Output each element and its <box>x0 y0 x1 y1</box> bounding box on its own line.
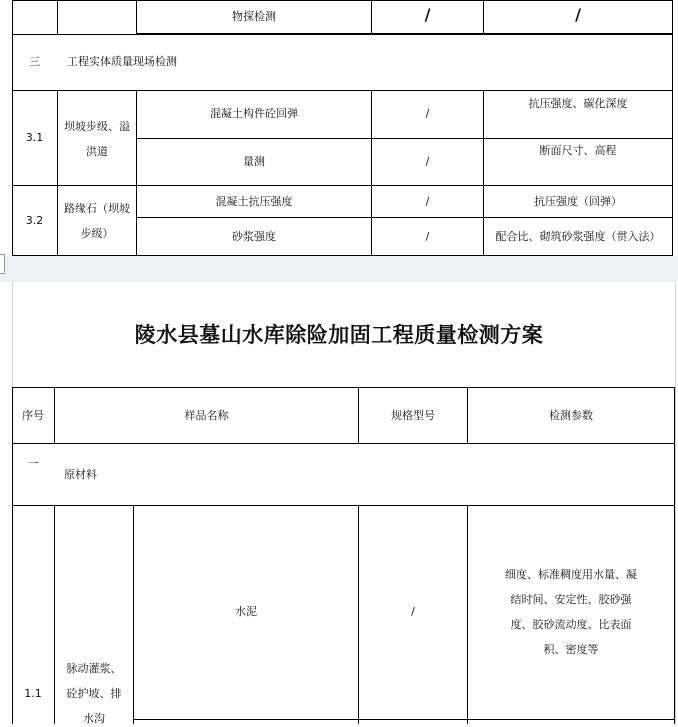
page-gap <box>0 256 678 282</box>
section-label: 工程实体质量现场检测 <box>67 55 177 68</box>
params-value: 积、密度等 <box>543 643 599 656</box>
params-value: / <box>575 5 581 24</box>
category-text: 洪道 <box>86 145 108 158</box>
item-name: 混凝土抗压强度 <box>215 195 293 208</box>
item-physical-test: 物探检测 <box>232 10 276 23</box>
row-number: 3.1 <box>25 131 44 144</box>
divider <box>467 505 468 724</box>
row-number: 1.1 <box>24 687 42 700</box>
divider <box>12 443 675 444</box>
params-value: 度、胶砂流动度、比表面 <box>510 618 632 631</box>
divider <box>12 387 13 724</box>
divider <box>12 185 673 186</box>
divider <box>12 34 673 35</box>
category-text: 脉动灌浆、 <box>66 662 122 675</box>
spec-value: / <box>424 5 431 24</box>
category-text: 步级） <box>80 227 114 240</box>
main-table-border-top <box>12 387 675 388</box>
category-text: 水沟 <box>83 712 105 725</box>
top-table-border-top <box>12 0 673 1</box>
divider <box>12 90 673 91</box>
spec-value: / <box>425 107 430 120</box>
spec-value: / <box>411 605 415 618</box>
spec-value: / <box>425 155 430 168</box>
header-spec: 规格型号 <box>391 409 435 422</box>
params-value: 细度、标准稠度用水量、凝 <box>505 568 637 581</box>
header-name: 样品名称 <box>184 409 229 422</box>
params-value: 结时间、安定性、胶砂强 <box>510 593 632 606</box>
header-params: 检测参数 <box>549 409 593 422</box>
item-name: 水泥 <box>235 605 257 618</box>
divider <box>672 0 673 256</box>
spec-value: / <box>425 230 430 243</box>
header-no: 序号 <box>22 409 44 422</box>
category-text: 路缘石（坝坡 <box>64 202 130 215</box>
params-value: 抗压强度（回弹） <box>534 195 622 208</box>
category-text: 砼护坡、排 <box>66 687 122 700</box>
params-value: 配合比、砌筑砂浆强度（贯入法） <box>495 230 661 243</box>
divider <box>137 217 673 218</box>
divider <box>137 138 673 139</box>
category-text: 坝坡步级、溢 <box>64 120 130 133</box>
params-value: 抗压强度、碳化深度 <box>528 97 628 110</box>
divider <box>12 505 675 506</box>
section-number: 一 <box>27 457 39 470</box>
item-name: 量测 <box>243 155 265 168</box>
divider <box>57 0 58 35</box>
params-value: 断面尺寸、高程 <box>539 144 617 157</box>
row-number: 3.2 <box>25 214 44 227</box>
document-title: 陵水县墓山水库除险加固工程质量检测方案 <box>134 322 544 347</box>
item-name: 混凝土构件砼回弹 <box>210 107 298 120</box>
item-name: 砂浆强度 <box>232 230 276 243</box>
spec-value: / <box>425 195 430 208</box>
divider <box>674 387 675 724</box>
section-number: 三 <box>29 55 40 68</box>
page-marker-tab <box>0 254 5 274</box>
divider <box>134 719 675 720</box>
section-label: 原材料 <box>64 468 97 481</box>
